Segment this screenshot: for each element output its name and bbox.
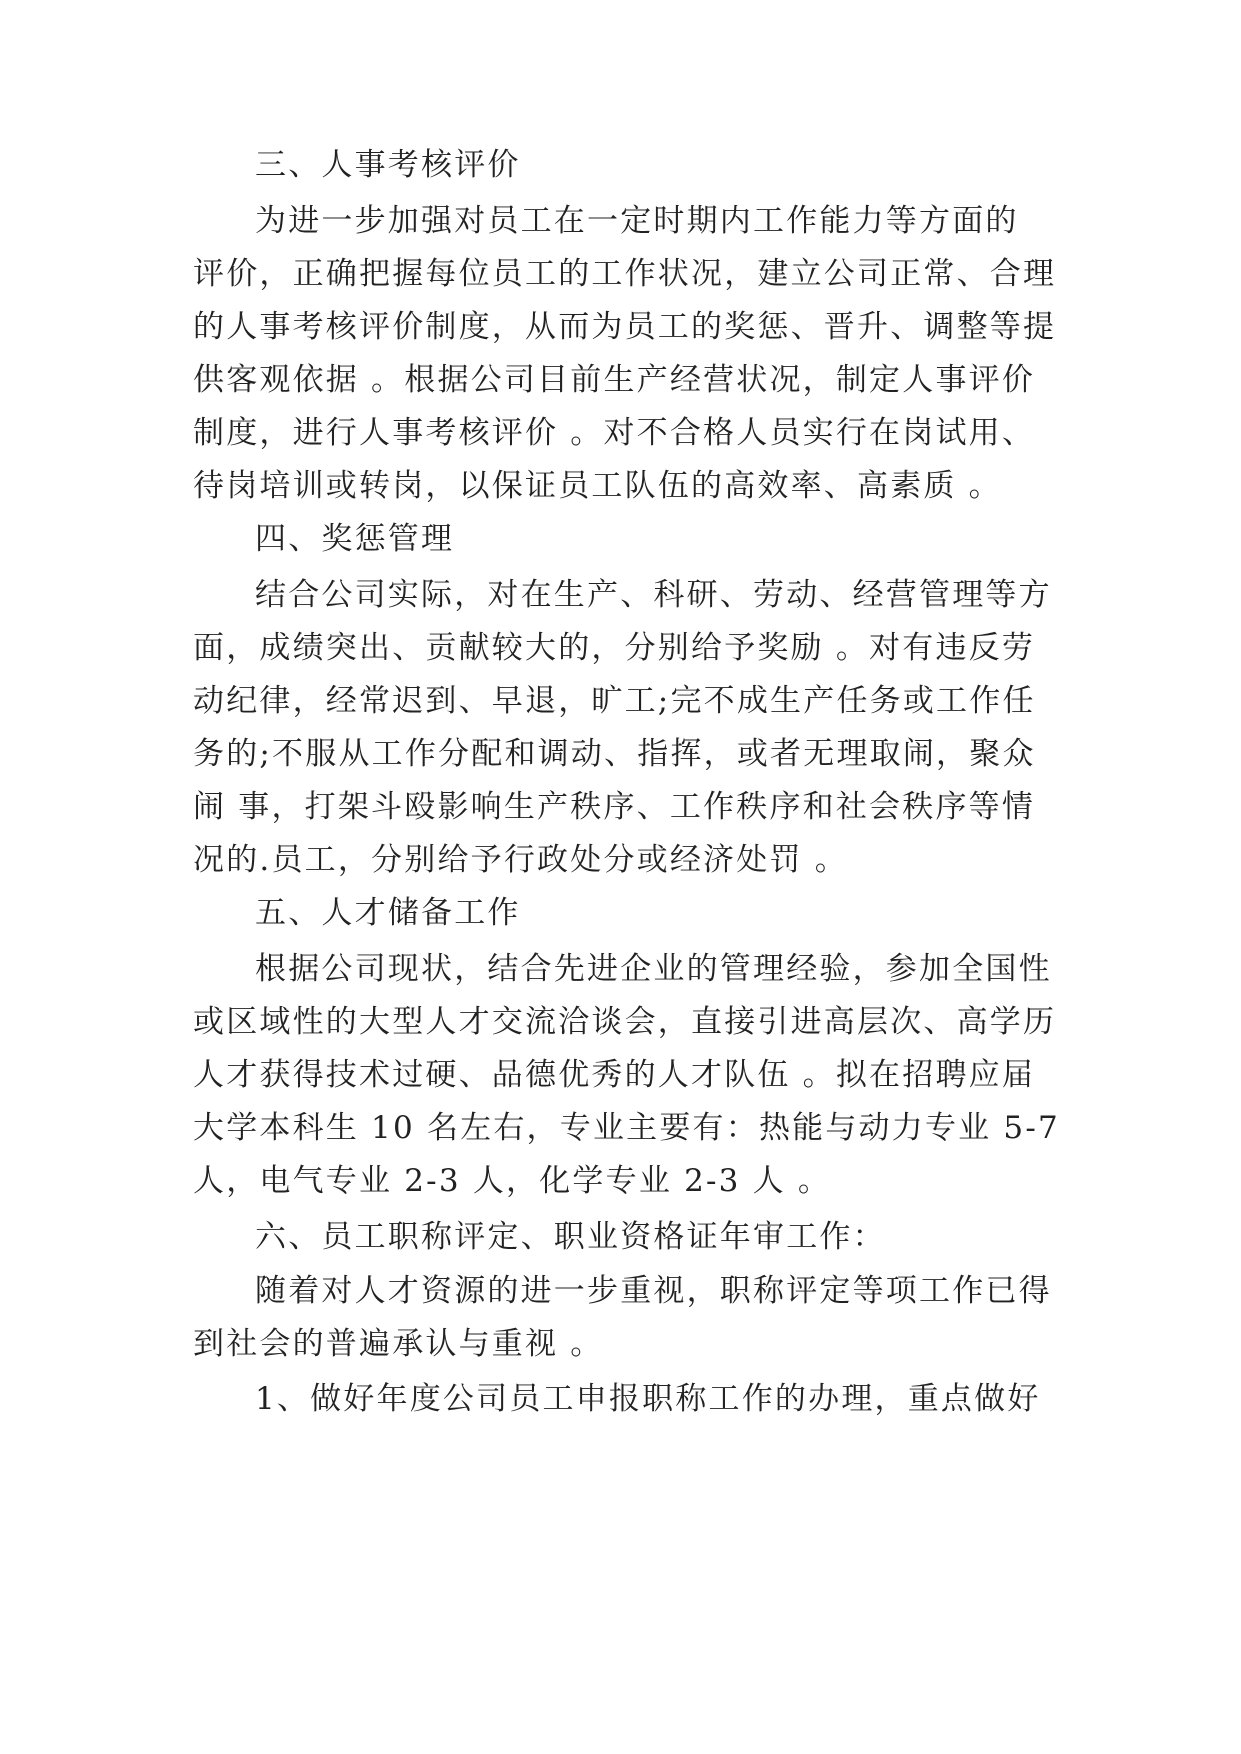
paragraph-line: 动纪律，经常迟到、早退，旷工;完不成生产任务或工作任 (193, 683, 1036, 719)
paragraph-line: 的人事考核评价制度，从而为员工的奖惩、晋升、调整等提 (193, 309, 1057, 345)
paragraph-line: 1、做好年度公司员工申报职称工作的办理，重点做好 (255, 1381, 1041, 1417)
paragraph-line: 到社会的普遍承认与重视 。 (193, 1326, 604, 1362)
paragraph-line: 为进一步加强对员工在一定时期内工作能力等方面的 (255, 203, 1019, 239)
paragraph-line: 或区域性的大型人才交流洽谈会，直接引进高层次、高学历 (193, 1004, 1057, 1040)
paragraph-line: 根据公司现状，结合先进企业的管理经验，参加全国性 (255, 951, 1052, 987)
section-heading: 三、人事考核评价 (255, 147, 521, 183)
section-heading: 六、员工职称评定、职业资格证年审工作： (255, 1219, 886, 1255)
section-heading: 四、奖惩管理 (255, 521, 455, 557)
paragraph-line: 供客观依据 。根据公司目前生产经营状况，制定人事评价 (193, 362, 1036, 398)
paragraph-line: 人才获得技术过硬、品德优秀的人才队伍 。拟在招聘应届 (193, 1057, 1036, 1093)
paragraph-line: 待岗培训或转岗，以保证员工队伍的高效率、高素质 。 (193, 468, 1002, 504)
section-heading: 五、人才储备工作 (255, 895, 521, 931)
paragraph-line: 评价，正确把握每位员工的工作状况，建立公司正常、合理 (193, 256, 1057, 292)
paragraph-line: 结合公司实际，对在生产、科研、劳动、经营管理等方 (255, 577, 1052, 613)
paragraph-line: 务的;不服从工作分配和调动、指挥，或者无理取闹，聚众 (193, 736, 1036, 772)
paragraph-line: 大学本科生 10 名左右，专业主要有：热能与动力专业 5-7 (193, 1110, 1060, 1146)
paragraph-line: 随着对人才资源的进一步重视，职称评定等项工作已得 (255, 1273, 1052, 1309)
paragraph-line: 人，电气专业 2-3 人，化学专业 2-3 人 。 (193, 1163, 832, 1199)
paragraph-line: 面，成绩突出、贡献较大的，分别给予奖励 。对有违反劳 (193, 630, 1036, 666)
paragraph-line: 制度，进行人事考核评价 。对不合格人员实行在岗试用、 (193, 415, 1036, 451)
paragraph-line: 况的.员工，分别给予行政处分或经济处罚 。 (193, 842, 848, 878)
paragraph-line: 闹 事，打架斗殴影响生产秩序、工作秩序和社会秩序等情 (193, 789, 1036, 825)
